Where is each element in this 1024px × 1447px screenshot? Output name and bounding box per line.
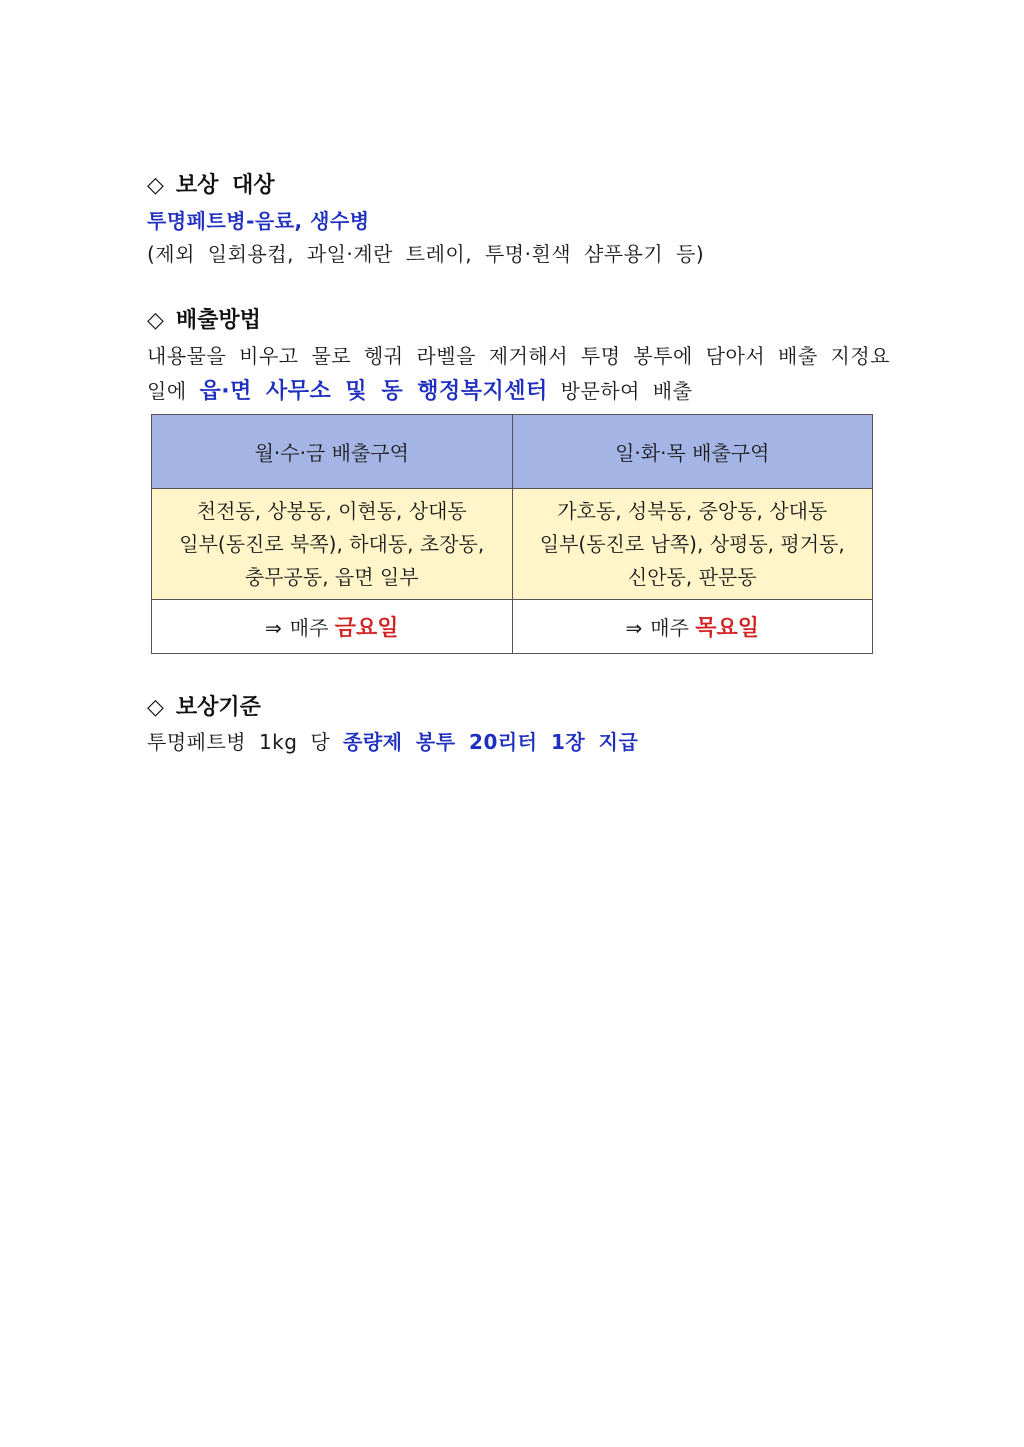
area-line: 천전동, 상봉동, 이현동, 상대동 (196, 498, 467, 523)
area-line: 충무공동, 읍면 일부 (244, 564, 419, 589)
day-cell-right (512, 600, 873, 654)
area-line: 신안동, 판문동 (627, 564, 757, 589)
disposal-schedule-table (151, 414, 873, 654)
collection-day: 목요일 (695, 616, 760, 641)
right-double-arrow-icon: ⇒ (625, 616, 643, 640)
reward-target-items: 투명페트병-음료, 생수병 (147, 209, 370, 233)
table-header-row (152, 415, 873, 489)
section-heading-reward-criteria (147, 690, 261, 721)
diamond-icon: ◇ (147, 173, 164, 198)
header-cell-mon-wed-fri: 월·수·금 배출구역 (152, 415, 513, 489)
areas-cell-left (152, 489, 513, 600)
reward-criteria-text (147, 726, 638, 755)
line2-suffix: 방문하여 배출 (560, 379, 693, 403)
disposal-instructions-line2 (147, 374, 692, 405)
right-double-arrow-icon: ⇒ (264, 616, 282, 640)
line2-prefix: 일에 (147, 379, 187, 403)
area-line: 가호동, 성북동, 중앙동, 상대동 (557, 498, 828, 523)
every-week-label: 매주 (650, 616, 689, 640)
criteria-prefix: 투명페트병 1kg 당 (147, 730, 331, 754)
diamond-icon: ◇ (147, 695, 164, 720)
areas-cell-right (512, 489, 873, 600)
collection-day: 금요일 (334, 616, 399, 641)
every-week-label: 매주 (289, 616, 329, 640)
table-areas-row (152, 489, 873, 600)
table-day-row (152, 600, 873, 654)
reward-exclusions: (제외 일회용컵, 과일·계란 트레이, 투명·흰색 샴푸용기 등) (147, 242, 705, 266)
area-line: 일부(동진로 북쪽), 하대동, 초장동, (179, 531, 485, 556)
section-heading-disposal-method (147, 303, 261, 334)
heading-text: 보상기준 (175, 695, 261, 720)
header-cell-sun-tue-thu: 일·화·목 배출구역 (512, 415, 873, 489)
area-line: 일부(동진로 남쪽), 상평동, 평거동, (539, 531, 845, 556)
diamond-icon: ◇ (147, 308, 164, 333)
heading-text: 보상 대상 (175, 173, 275, 198)
heading-text: 배출방법 (175, 308, 261, 333)
section-heading-reward-target (147, 168, 275, 199)
day-cell-left (152, 600, 513, 654)
disposal-instructions-line1: 내용물을 비우고 물로 헹궈 라벨을 제거해서 투명 봉투에 담아서 배출 지정요 (147, 344, 890, 368)
criteria-reward: 종량제 봉투 20리터 1장 지급 (343, 730, 639, 754)
disposal-location: 읍·면 사무소 및 동 행정복지센터 (199, 379, 548, 404)
